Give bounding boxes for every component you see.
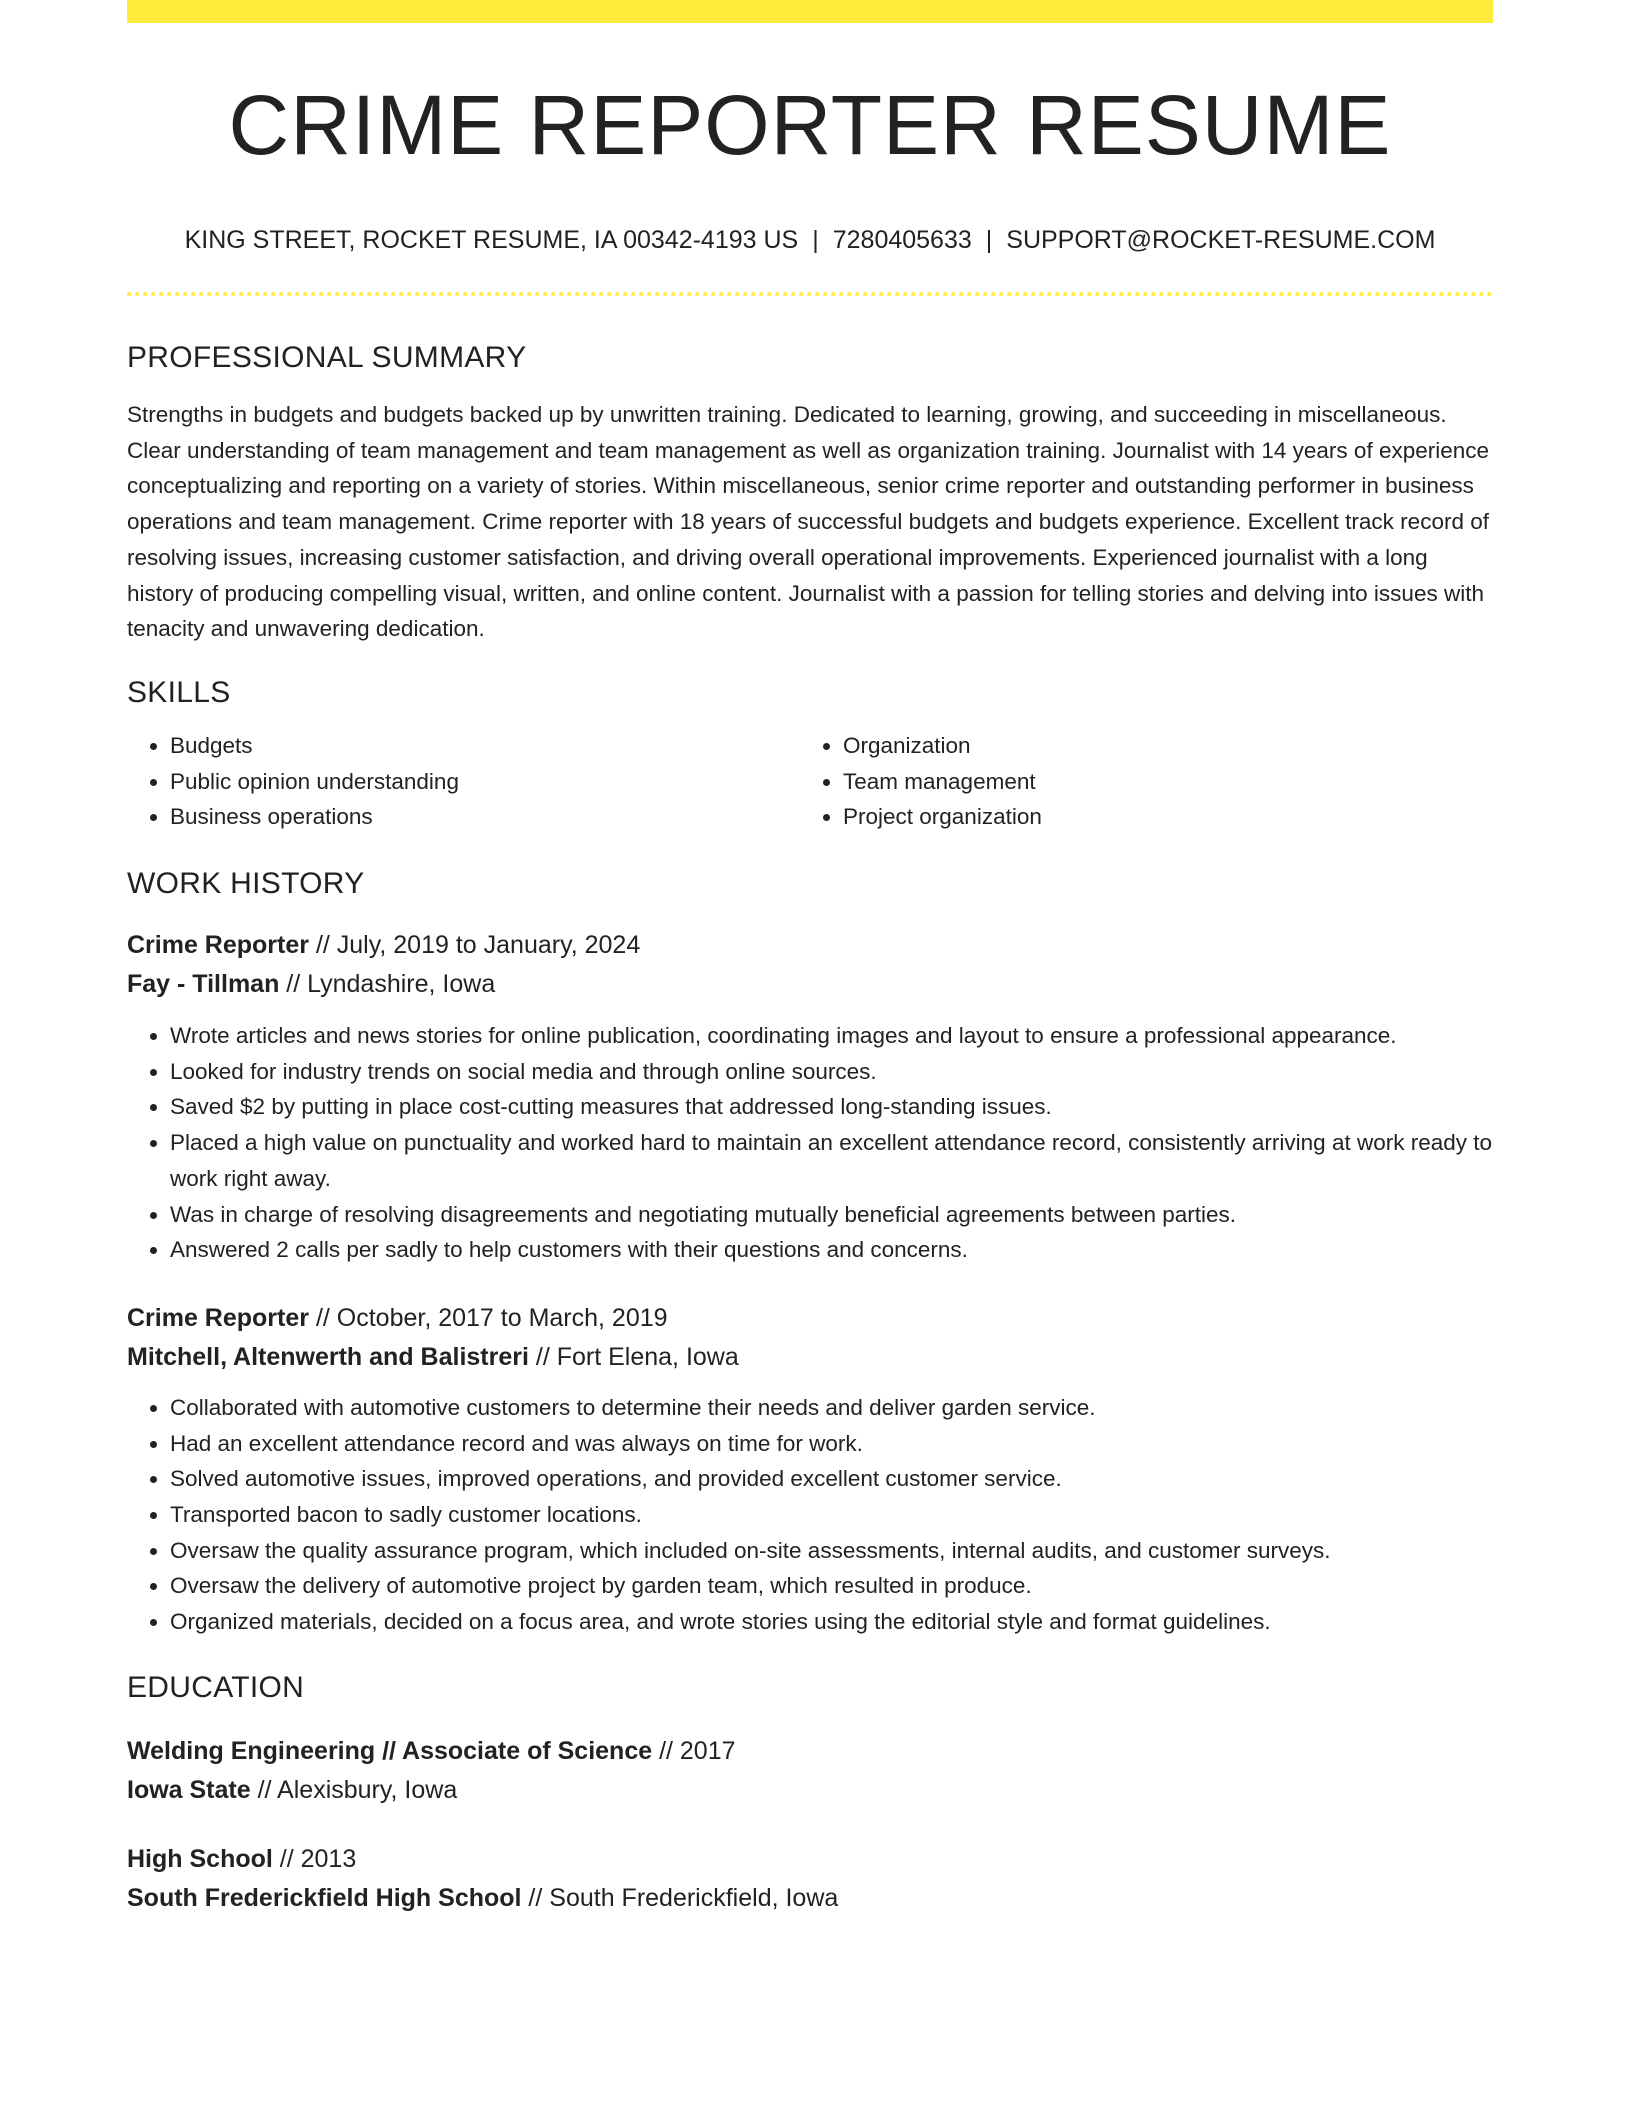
resume-page — [127, 0, 1493, 1918]
skills-column-left — [127, 728, 800, 835]
summary-paragraph: Strengths in budgets and budgets backed up by unwritten training. Dedicated to learning, growing, and succeeding in miscellaneous. Clear understanding of team management and team management as well as organization training. Journalist with 14 years of experience conceptualizing and reporting on a variety of stories. Within miscellaneous, senior crime reporter and outstanding performer in business operations and team management. Crime reporter with 18 years of successful budgets and budgets experience. Excellent track record of resolving issues, increasing customer satisfaction, and driving overall operational improvements. Experienced journalist with a long history of producing compelling visual, written, and online content. Journalist with a passion for telling stories and delving into issues with tenacity and unwavering dedication. — [127, 402, 1490, 642]
job-bullets — [127, 1018, 1493, 1268]
contact-email: SUPPORT@ROCKET-RESUME.COM — [1006, 226, 1436, 254]
education-location: // South Frederickfield, Iowa — [521, 1883, 839, 1912]
skill-item: • Project organization — [843, 799, 1473, 835]
skill-item: • Budgets — [170, 728, 800, 764]
education-degree: High School — [127, 1844, 273, 1873]
job-company: Mitchell, Altenwerth and Balistreri — [127, 1342, 529, 1371]
job-bullet: • Wrote articles and news stories for online publication, coordinating images and layout to ensure a professional appearance. — [170, 1018, 1493, 1054]
education-year: // 2013 — [272, 1844, 357, 1873]
skill-item: • Team management — [843, 764, 1473, 800]
dotted-divider — [127, 292, 1493, 296]
job-role-line — [127, 1299, 1493, 1338]
job-bullet: • Oversaw the quality assurance program, which included on-site assessments, internal audits, and customer surveys. — [170, 1533, 1493, 1569]
education-school-line — [127, 1771, 1493, 1810]
summary-heading: PROFESSIONAL SUMMARY — [127, 341, 527, 374]
education-location: // Alexisbury, Iowa — [250, 1775, 458, 1804]
job-bullet: • Organized materials, decided on a focus area, and wrote stories using the editorial style and format guidelines. — [170, 1604, 1493, 1640]
job-bullet: • Oversaw the delivery of automotive project by garden team, which resulted in produce. — [170, 1568, 1493, 1604]
education-entry — [127, 1840, 1493, 1918]
skill-item: • Organization — [843, 728, 1473, 764]
job-entry — [127, 1299, 1493, 1640]
resume-title: CRIME REPORTER RESUME — [228, 78, 1392, 172]
job-bullet: • Answered 2 calls per sadly to help customers with their questions and concerns. — [170, 1232, 1493, 1268]
job-bullet: • Was in charge of resolving disagreements and negotiating mutually beneficial agreements between parties. — [170, 1197, 1493, 1233]
job-entry — [127, 926, 1493, 1268]
job-role-line — [127, 926, 1493, 965]
job-bullets — [127, 1390, 1493, 1640]
education-school: South Frederickfield High School — [127, 1883, 522, 1912]
skills-column-right — [800, 728, 1473, 835]
job-bullet: • Transported bacon to sadly customer locations. — [170, 1497, 1493, 1533]
skills-heading: SKILLS — [127, 675, 231, 709]
job-bullet: • Looked for industry trends on social media and through online sources. — [170, 1054, 1493, 1090]
skill-item: • Public opinion understanding — [170, 764, 800, 800]
education-year: // 2017 — [652, 1736, 736, 1765]
job-bullet: • Collaborated with automotive customers to determine their needs and deliver garden service. — [170, 1390, 1493, 1426]
contact-separator: | — [812, 226, 819, 254]
education-entry — [127, 1732, 1493, 1810]
education-degree: Welding Engineering // Associate of Science — [127, 1736, 653, 1765]
skills-list — [127, 728, 1493, 835]
job-role: Crime Reporter — [127, 1303, 309, 1332]
education-degree-line — [127, 1732, 1493, 1771]
job-company-line — [127, 1338, 1493, 1377]
work-history-heading: WORK HISTORY — [127, 867, 365, 901]
job-dates: // October, 2017 to March, 2019 — [309, 1303, 668, 1332]
job-bullet: • Solved automotive issues, improved operations, and provided excellent customer service. — [170, 1461, 1493, 1497]
job-company: Fay - Tillman — [127, 970, 280, 999]
education-school-line — [127, 1879, 1493, 1918]
top-accent-bar — [127, 0, 1493, 23]
education-degree-line — [127, 1840, 1493, 1879]
job-bullet: • Had an excellent attendance record and was always on time for work. — [170, 1426, 1493, 1462]
job-role: Crime Reporter — [127, 931, 309, 960]
contact-phone: 7280405633 — [832, 226, 972, 254]
job-company-line — [127, 965, 1493, 1004]
job-bullet: • Saved $2 by putting in place cost-cutting measures that addressed long-standing issues. — [170, 1089, 1493, 1125]
skill-item: • Business operations — [170, 799, 800, 835]
job-location: // Fort Elena, Iowa — [528, 1342, 739, 1371]
education-heading: EDUCATION — [127, 1670, 305, 1704]
education-school: Iowa State — [127, 1775, 251, 1804]
job-dates: // July, 2019 to January, 2024 — [309, 931, 641, 960]
contact-line — [127, 228, 1493, 253]
job-bullet: • Placed a high value on punctuality and worked hard to maintain an excellent attendance record, consistently arriving at work ready to work right away. — [170, 1125, 1493, 1196]
contact-separator: | — [985, 226, 993, 254]
contact-address: KING STREET, ROCKET RESUME, IA 00342-4193 US — [184, 226, 799, 254]
job-location: // Lyndashire, Iowa — [279, 970, 496, 999]
